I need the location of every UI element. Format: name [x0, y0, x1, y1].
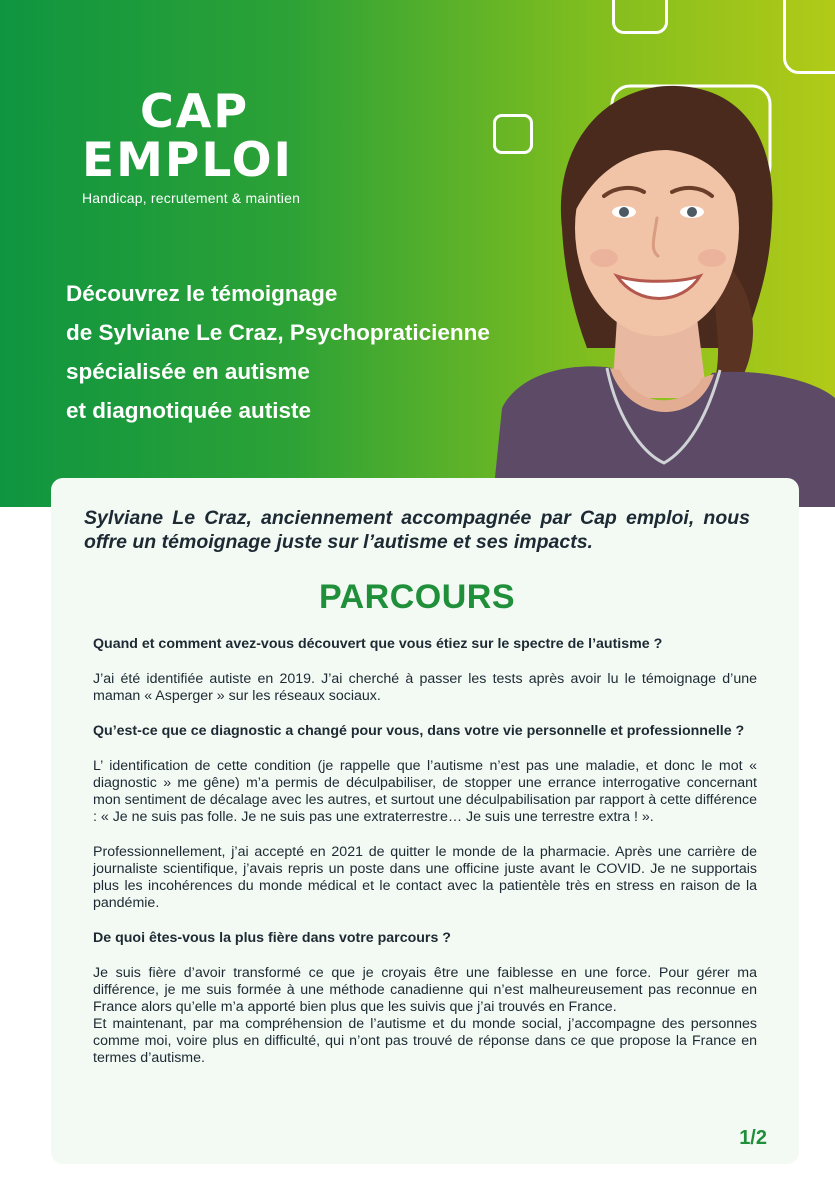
portrait-photo: [492, 78, 835, 507]
intro-text: Sylviane Le Craz, anciennement accompagnée par Cap emploi, nous offre un témoignage juste sur l’autisme et ses impacts.: [84, 507, 750, 553]
logo-tagline: Handicap, recrutement & maintien: [82, 190, 301, 206]
answer: L’ identification de cette condition (je rappelle que l’autisme n’est pas une maladie, et donc le mot « diagnostic » me gêne) m’a permis de déculpabiliser, de stopper une errance interrogative concernant mon sentiment de décalage avec les autres, et surtout une déculpabilisation par rapport à cette différence : « Je ne suis pas folle. Je ne suis pas une extraterrestre… Je suis une terrestre extra ! ».: [93, 758, 757, 825]
hero-banner: [0, 0, 835, 507]
question: Quand et comment avez-vous découvert que vous étiez sur le spectre de l’autisme ?: [93, 636, 663, 652]
hero-title-line: Découvrez le témoignage: [66, 281, 338, 306]
section-title: PARCOURS: [318, 578, 516, 616]
logo-line-cap: CAP: [140, 84, 250, 138]
answer: J’ai été identifiée autiste en 2019. J’ai cherché à passer les tests après avoir lu le témoignage d’une maman « Asperger » sur les réseaux sociaux.: [93, 671, 757, 704]
question: Qu’est-ce que ce diagnostic a changé pour vous, dans votre vie personnelle et professionnelle ?: [93, 723, 745, 739]
decorative-square: [612, 0, 668, 34]
content-card: [51, 478, 799, 1164]
answer: Professionnellement, j’ai accepté en 2021 de quitter le monde de la pharmacie. Après une carrière de journaliste scientifique, j’avais repris un poste dans une officine juste avant le COVID. Je ne supportais plus les incohérences du monde médical et le contact avec la patientèle très en stress en raison de la pandémie.: [93, 844, 757, 911]
logo-line-emploi: EMPLOI: [82, 133, 294, 188]
hero-title-line: spécialisée en autisme: [66, 359, 310, 384]
answer: Et maintenant, par ma compréhension de l’autisme et du monde social, j’accompagne des personnes comme moi, voire plus en difficulté, qui n’ont pas trouvé de réponse dans ce que propose la France en termes d’autisme.: [93, 1016, 757, 1066]
decorative-square: [783, 0, 835, 74]
page-number: 1/2: [739, 1127, 767, 1149]
cap-emploi-logo: [82, 84, 301, 206]
interview-qa: [93, 636, 757, 1085]
answer: Je suis fière d’avoir transformé ce que je croyais être une faiblesse en une force. Pour gérer ma différence, je me suis formée à une méthode canadienne qui n’est malheureusement pas reconnue en France alors qu’elle m’a apporté bien plus que les suivis que j’ai trouvés en France.: [93, 965, 757, 1015]
hero-title: [66, 274, 536, 430]
hero-title-line: de Sylviane Le Craz, Psychopraticienne: [66, 320, 490, 345]
question: De quoi êtes-vous la plus fière dans votre parcours ?: [93, 930, 451, 946]
hero-title-line: et diagnotiquée autiste: [66, 398, 312, 423]
